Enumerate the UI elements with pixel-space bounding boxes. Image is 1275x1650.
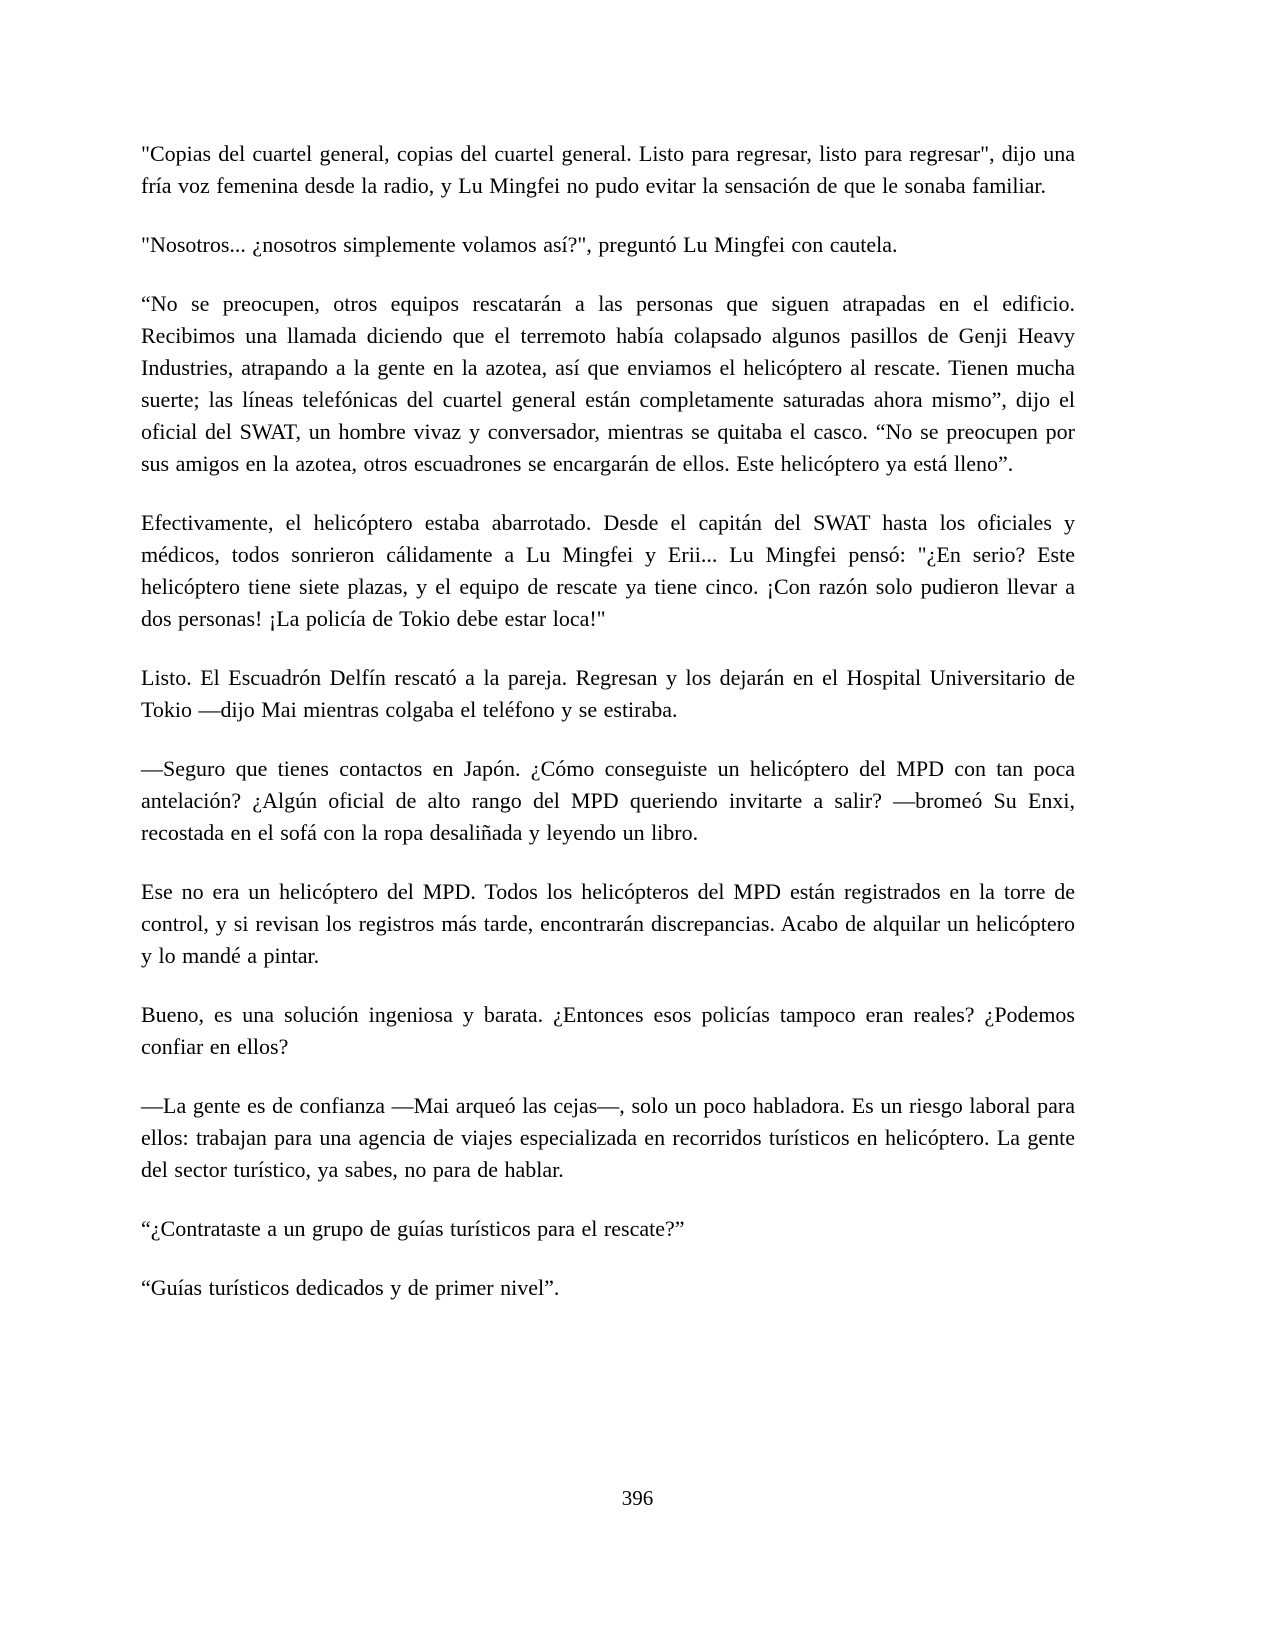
text-content <box>141 138 1075 1331</box>
paragraph: Listo. El Escuadrón Delfín rescató a la pareja. Regresan y los dejarán en el Hospital Universitario de Tokio —dijo Mai mientras colgaba el teléfono y se estiraba. <box>141 665 1075 722</box>
paragraph: "Nosotros... ¿nosotros simplemente volamos así?", preguntó Lu Mingfei con cautela. <box>141 232 898 257</box>
paragraph: "Copias del cuartel general, copias del cuartel general. Listo para regresar, listo para regresar", dijo una fría voz femenina desde la radio, y Lu Mingfei no pudo evitar la sensación de que le sonaba familiar. <box>141 141 1075 198</box>
paragraph: “No se preocupen, otros equipos rescatarán a las personas que siguen atrapadas en el edificio. Recibimos una llamada diciendo que el terremoto había colapsado algunos pasillos de Genji Heavy Industries, atrapando a la gente en la azotea, así que enviamos el helicóptero al rescate. Tienen mucha suerte; las líneas telefónicas del cuartel general están completamente saturadas ahora mismo”, dijo el oficial del SWAT, un hombre vivaz y conversador, mientras se quitaba el casco. “No se preocupen por sus amigos en la azotea, otros escuadrones se encargarán de ellos. Este helicóptero ya está lleno”. <box>141 291 1075 476</box>
paragraph: “Guías turísticos dedicados y de primer nivel”. <box>141 1275 560 1300</box>
paragraph: Efectivamente, el helicóptero estaba abarrotado. Desde el capitán del SWAT hasta los oficiales y médicos, todos sonrieron cálidamente a Lu Mingfei y Erii... Lu Mingfei pensó: "¿En serio? Este helicóptero tiene siete plazas, y el equipo de rescate ya tiene cinco. ¡Con razón solo pudieron llevar a dos personas! ¡La policía de Tokio debe estar loca!" <box>141 510 1075 631</box>
paragraph: —Seguro que tienes contactos en Japón. ¿Cómo conseguiste un helicóptero del MPD con tan poca antelación? ¿Algún oficial de alto rango del MPD queriendo invitarte a salir? —bromeó Su Enxi, recostada en el sofá con la ropa desaliñada y leyendo un libro. <box>141 756 1075 845</box>
paragraph: “¿Contrataste a un grupo de guías turísticos para el rescate?” <box>141 1216 685 1241</box>
paragraph: —La gente es de confianza —Mai arqueó las cejas—, solo un poco habladora. Es un riesgo laboral para ellos: trabajan para una agencia de viajes especializada en recorridos turísticos en helicóptero. La gente del sector turístico, ya sabes, no para de hablar. <box>141 1093 1075 1182</box>
paragraph: Bueno, es una solución ingeniosa y barata. ¿Entonces esos policías tampoco eran reales? ¿Podemos confiar en ellos? <box>141 1002 1075 1059</box>
paragraph: Ese no era un helicóptero del MPD. Todos los helicópteros del MPD están registrados en la torre de control, y si revisan los registros más tarde, encontrarán discrepancias. Acabo de alquilar un helicóptero y lo mandé a pintar. <box>141 879 1075 968</box>
page-number: 396 <box>621 1486 654 1510</box>
